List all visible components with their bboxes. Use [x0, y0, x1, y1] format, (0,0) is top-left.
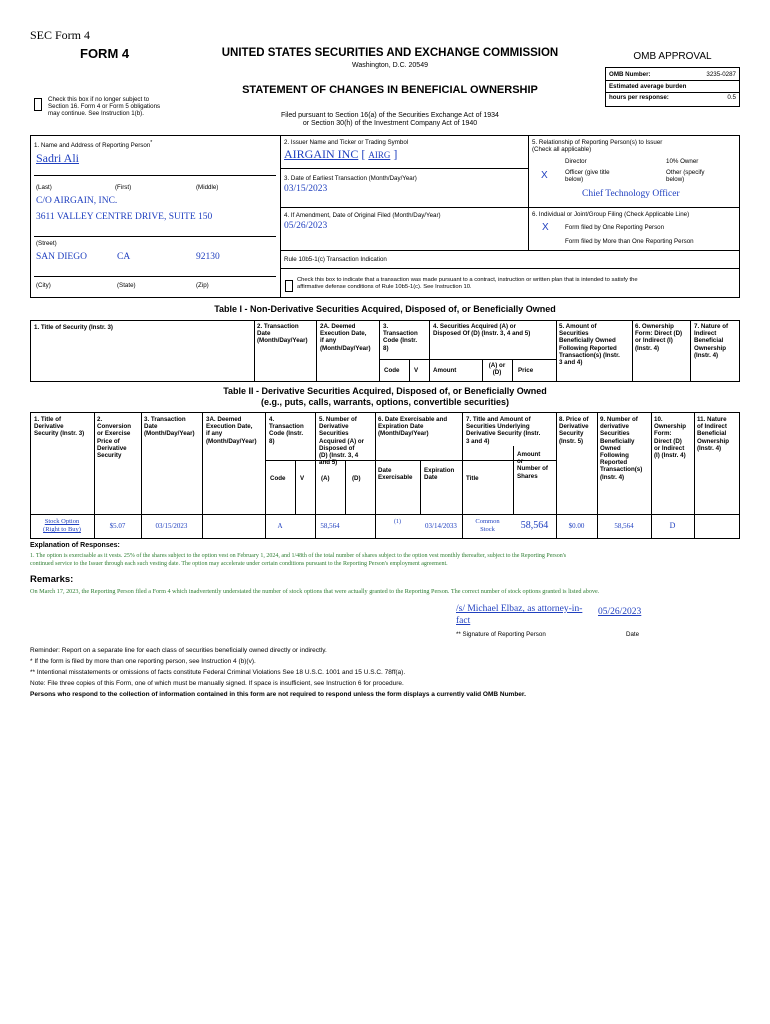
t2-row-underlying-title: Common Stock	[475, 518, 500, 533]
explanation-heading: Explanation of Responses:	[30, 542, 120, 549]
omb-burden-label-2: hours per response:	[609, 94, 669, 101]
footer-instruction-4: * If the form is filed by more than one reporting person, see Instruction 4 (b)(v).	[30, 658, 256, 665]
signature-name: /s/ Michael Elbaz, as attorney-in- fact	[456, 604, 583, 626]
signature-date: 05/26/2023	[598, 607, 642, 617]
t1-sub-code: Code	[384, 367, 400, 374]
t1-col-amount-owned: 5. Amount of Securities Beneficially Owned Following Reported Transaction(s) (Instr. 3 and 4)	[559, 323, 620, 367]
t2-col-owned: 9. Number of derivative Securities Beneficially Owned Following Reported Transaction(s) (Instr. 4)	[600, 416, 643, 481]
footer-omb-notice: Persons who respond to the collection of information contained in this form are not required to respond unless the form displays a currently valid OMB Number.	[30, 691, 526, 698]
remarks-heading: Remarks:	[30, 574, 74, 585]
t2-row-acquired: 58,564	[320, 522, 340, 530]
table1-title: Table I - Non-Derivative Securities Acquired, Disposed of, or Beneficially Owned	[214, 304, 556, 314]
t2-col-date: 3. Transaction Date (Month/Day/Year)	[144, 416, 195, 438]
one-reporting-person-mark[interactable]: X	[542, 222, 549, 233]
explanation-text: 1. The option is exercisable as it vests. 25% of the shares subject to the option vest on February 1, 2024, and 1/48th of the total number of shares subject to the option vest monthly thereafter, subject to the Reporting Person's continued service to the Issuer through each such vesting date. The option may accelerate under certain conditions pursuant to the Reporting Person's employment agreement.	[30, 553, 567, 567]
omb-number-value: 3235-0287	[706, 71, 736, 78]
t2-sub-title: Title	[466, 475, 479, 482]
no-longer-subject-checkbox[interactable]	[34, 98, 42, 111]
last-label: (Last)	[36, 184, 52, 191]
t2-sub-date-exercisable: Date Exercisable	[378, 467, 413, 482]
t2-col-nature: 11. Nature of Indirect Beneficial Ownership (Instr. 4)	[697, 416, 729, 452]
t2-col-exercisable: 6. Date Exercisable and Expiration Date (Month/Day/Year)	[378, 416, 448, 438]
t2-row-underlying-amount: 58,564	[520, 520, 549, 531]
director-option: Director	[565, 158, 587, 165]
form-title: FORM 4	[80, 46, 130, 61]
box4-label: 4. If Amendment, Date of Original Filed (Month/Day/Year)	[284, 212, 441, 219]
issuer-name: AIRGAIN INC	[284, 147, 359, 161]
footer-notes	[30, 645, 742, 700]
officer-check-mark[interactable]: X	[541, 170, 548, 181]
t2-row-expiration: 03/14/2033	[425, 522, 457, 530]
t2-col-price: 8. Price of Derivative Security (Instr. 5)	[559, 416, 589, 445]
reporting-person-name: Sadri Ali	[36, 151, 80, 165]
t2-sub-a: (A)	[321, 475, 330, 482]
omb-burden-label-1: Estimated average burden	[609, 83, 687, 90]
t2-row-form: D	[669, 521, 676, 530]
filed-pursuant-text: Filed pursuant to Section 16(a) of the Securities Exchange Act of 1934 or Section 30(h) of the Investment Company Act of 1940	[281, 112, 499, 127]
t1-col-date: 2. Transaction Date (Month/Day/Year)	[257, 323, 308, 345]
t2-row-date: 03/15/2023	[155, 522, 188, 530]
zip-value: 92130	[196, 252, 220, 262]
ten-percent-owner-option: 10% Owner	[666, 158, 699, 165]
t1-sub-v: V	[414, 367, 419, 374]
address-line-2: 3611 VALLEY CENTRE DRIVE, SUITE 150	[36, 212, 213, 222]
t1-sub-amount: Amount	[433, 367, 457, 374]
state-value: CA	[117, 252, 131, 262]
officer-title: Chief Technology Officer	[582, 189, 680, 199]
earliest-transaction-date: 03/15/2023	[284, 184, 328, 194]
t2-row-deriv-price: $0.00	[568, 522, 585, 530]
omb-approval-title: OMB APPROVAL	[633, 51, 712, 62]
t1-col-title: 1. Title of Security (Instr. 3)	[34, 324, 113, 331]
rule-10b5-checkbox[interactable]	[285, 280, 293, 292]
agency-name: UNITED STATES SECURITIES AND EXCHANGE COMMISSION	[221, 47, 559, 59]
t2-sub-amount: Amount or Number of Shares	[517, 451, 548, 480]
first-label: (First)	[115, 184, 132, 191]
t2-col-title: 1. Title of Derivative Security (Instr. 3)	[34, 416, 85, 438]
t2-row-date-exercisable: (1)	[394, 519, 401, 525]
city-label: (City)	[36, 282, 51, 289]
more-reporting-person-option: Form filed by More than One Reporting Person	[565, 238, 694, 245]
t2-col-number: 5. Number of Derivative Securities Acquired (A) or Disposed of (D) (Instr. 3, 4 and 5)	[319, 416, 365, 467]
t1-sub-a-or-d: (A) or (D)	[488, 362, 506, 377]
other-option: Other (specify below)	[666, 169, 705, 184]
table2-title: Table II - Derivative Securities Acquired, Disposed of, or Beneficially Owned (e.g., puts, calls, warrants, options, convertible securities)	[223, 386, 547, 407]
footer-copies-note: Note: File three copies of this Form, one of which must be manually signed. If space is insufficient, see Instruction 6 for procedure.	[30, 680, 404, 687]
street-label: (Street)	[36, 240, 57, 247]
remarks-text: On March 17, 2023, the Reporting Person filed a Form 4 which inadvertently understated the number of stock options that were actually granted to the Reporting Person. The correct number of stock options granted is listed above.	[30, 588, 600, 595]
t2-row-security: Stock Option (Right to Buy)	[43, 518, 81, 533]
statement-title: STATEMENT OF CHANGES IN BENEFICIAL OWNERSHIP	[242, 84, 538, 96]
one-reporting-person-option: Form filed by One Reporting Person	[565, 224, 665, 231]
box3-label: 3. Date of Earliest Transaction (Month/Day/Year)	[284, 175, 417, 182]
box2-label: 2. Issuer Name and Ticker or Trading Symbol	[284, 139, 409, 146]
t1-col-deemed-date: 2A. Deemed Execution Date, if any (Month/Day/Year)	[320, 323, 371, 352]
signature-label: ** Signature of Reporting Person	[456, 631, 546, 638]
city-value: SAN DIEGO	[36, 252, 87, 262]
t2-row-conversion-price: $5.07	[109, 522, 126, 530]
omb-burden-value: 0.5	[727, 94, 736, 101]
ticker-symbol: AIRG	[368, 150, 391, 160]
t2-sub-d: (D)	[352, 475, 361, 482]
box1-label: 1. Name and Address of Reporting Person*	[34, 140, 153, 150]
agency-location: Washington, D.C. 20549	[351, 62, 428, 69]
officer-option: Officer (give title below)	[565, 169, 610, 184]
rule-10b5-text: Check this box to indicate that a transaction was made pursuant to a contract, instruction or written plan that is intended to satisfy the affirmative defense conditions of Rule 10b5-1(c). See Instruction 10.	[297, 277, 638, 290]
box6-label: 6. Individual or Joint/Group Filing (Check Applicable Line)	[532, 211, 690, 218]
state-label: (State)	[117, 282, 136, 289]
t1-col-code: 3. Transaction Code (Instr. 8)	[383, 323, 418, 352]
t2-row-code: A	[277, 522, 283, 530]
signature-date-label: Date	[626, 631, 640, 638]
t2-col-ownership-form: 10. Ownership Form: Direct (D) or Indirect (I) (Instr. 4)	[654, 416, 686, 460]
t2-col-underlying: 7. Title and Amount of Securities Underlying Derivative Security (Instr. 3 and 4)	[466, 416, 541, 445]
sec-form-label: SEC Form 4	[30, 28, 91, 42]
t1-col-ownership-form: 6. Ownership Form: Direct (D) or Indirect (I) (Instr. 4)	[635, 323, 683, 352]
t2-sub-expiration: Expiration Date	[424, 467, 455, 482]
t1-sub-price: Price	[518, 367, 534, 374]
issuer-name-line: AIRGAIN INC [ AIRG ]	[284, 147, 398, 161]
address-line-1: C/O AIRGAIN, INC.	[36, 196, 118, 206]
box5-label: 5. Relationship of Reporting Person(s) to Issuer (Check all applicable)	[532, 139, 663, 154]
t2-col-deemed-date: 3A. Deemed Execution Date, if any (Month/Day/Year)	[206, 416, 257, 445]
rule-10b5-label: Rule 10b5-1(c) Transaction Indication	[284, 256, 387, 263]
no-longer-subject-text: Check this box if no longer subject to Section 16. Form 4 or Form 5 obligations may continue. See Instruction 1(b).	[48, 96, 161, 118]
t2-row-owned: 58,564	[614, 522, 634, 530]
omb-number-label: OMB Number:	[609, 71, 651, 78]
t2-sub-code: Code	[270, 475, 286, 482]
t1-col-acquired: 4. Securities Acquired (A) or Disposed Of (D) (Instr. 3, 4 and 5)	[433, 323, 531, 338]
footer-misstatements: ** Intentional misstatements or omissions of facts constitute Federal Criminal Violations See 18 U.S.C. 1001 and 15 U.S.C. 78ff(a).	[30, 669, 406, 676]
t1-col-nature: 7. Nature of Indirect Beneficial Ownership (Instr. 4)	[694, 323, 729, 359]
t2-col-conversion: 2. Conversion or Exercise Price of Derivative Security	[97, 416, 132, 460]
amendment-date: 05/26/2023	[284, 221, 328, 231]
t2-col-code: 4. Transaction Code (Instr. 8)	[269, 416, 304, 445]
zip-label: (Zip)	[196, 282, 209, 289]
t2-sub-v: V	[300, 475, 305, 482]
middle-label: (Middle)	[196, 184, 219, 191]
footer-reminder: Reminder: Report on a separate line for each class of securities beneficially owned directly or indirectly.	[30, 647, 327, 654]
